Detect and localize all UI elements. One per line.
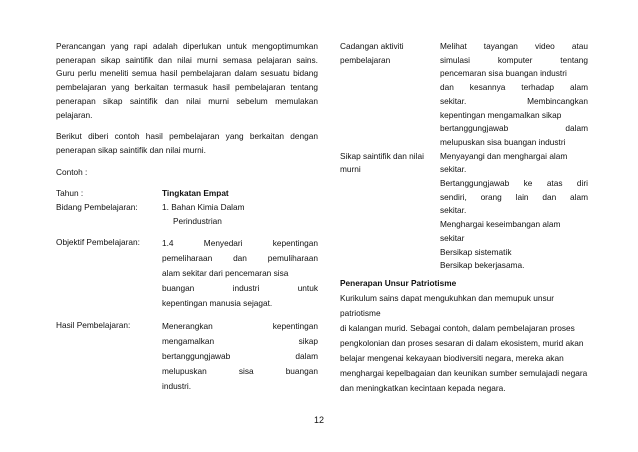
text-line: Kurikulum sains dapat mengukuhkan dan memupuk unsur patriotisme: [340, 292, 554, 318]
text-line: Menghargai keseimbangan alam: [440, 219, 561, 230]
text-line: melupuskan sisa buangan: [162, 366, 318, 377]
intro-paragraph: [56, 40, 318, 122]
text-line: Bertanggungjawab ke atas diri: [440, 178, 588, 189]
text-line: sendiri, orang lain dan alam: [440, 191, 588, 202]
text-line: sekitar. Membincangkan: [440, 95, 588, 106]
activity-label: [340, 40, 440, 150]
text-line: Perindustrian: [173, 215, 222, 226]
text-line: menghargai kepelbagaian dan keunikan sumber semulajadi negara: [340, 367, 588, 378]
text-line: sekitar: [440, 232, 465, 243]
outcome-row: [56, 319, 318, 394]
year-label: Tahun :: [56, 188, 84, 199]
objective-row: [56, 236, 318, 311]
text-line: Guru perlu meneliti semua hasil pembelajaran dalam sesuatu bidang: [56, 68, 318, 79]
example-label: Contoh :: [56, 166, 88, 177]
text-line: kepentingan mengamalkan sikap: [440, 109, 562, 120]
text-line: Melihat tayangan video atau: [440, 41, 588, 51]
text-line: di kalangan murid. Sebagai contoh, dalam pembelajaran proses: [340, 322, 575, 333]
attitude-row: [340, 150, 588, 273]
patriotism-heading: Penerapan Unsur Patriotisme: [340, 277, 457, 288]
objective-value: [162, 236, 318, 311]
text-line: buangan industri untuk: [162, 283, 318, 294]
text-line: pengkolonian dan proses sesaran di dalam ekosistem, murid akan: [340, 337, 584, 348]
text-line: bertanggungjawab dalam: [440, 123, 588, 134]
text-line: dan kesannya terhadap alam: [440, 82, 588, 93]
text-line: Bersikap bekerjasama.: [440, 260, 525, 271]
year-row: [56, 187, 318, 201]
patriotism-paragraph: [340, 291, 588, 396]
outcome-value: [162, 319, 318, 394]
text-line: Menyayangi dan menghargai alam: [440, 150, 568, 161]
text-line: 1.4 Menyedari kepentingan: [162, 238, 318, 249]
text-line: pembelajaran yang berkaitan termasuk hasil pembelajaran tentang: [56, 82, 318, 93]
text-line: kepentingan manusia sejagat.: [162, 298, 273, 309]
example-intro-paragraph: [56, 130, 318, 157]
attitude-value: [440, 150, 588, 273]
objective-label: Objektif Pembelajaran:: [56, 237, 140, 248]
field-label: Bidang Pembelajaran:: [56, 202, 138, 213]
text-line: sekitar.: [440, 164, 467, 175]
text-line: bertanggungjawab dalam: [162, 351, 318, 362]
text-line: penerapan sikap saintifik dan nilai murni semasa pelajaran sains.: [56, 54, 318, 65]
text-line: penerapan sikap saintifik dan nilai murni sebelum memulakan: [56, 95, 318, 106]
text-line: industri.: [162, 381, 192, 392]
left-column: [56, 40, 318, 394]
text-line: melupuskan sisa buangan industri: [440, 136, 566, 147]
text-line: belajar mengenai kekayaan biodiversiti negara, mereka akan: [340, 352, 564, 363]
text-line: alam sekitar dari pencemaran sisa: [162, 268, 289, 279]
text-line: penerapan sikap saintifik dan nilai murni.: [56, 144, 206, 155]
text-line: mengamalkan sikap: [162, 336, 318, 347]
field-row: [56, 201, 318, 228]
text-line: simulasi komputer tentang: [440, 54, 588, 65]
text-line: Menerangkan kepentingan: [162, 321, 318, 332]
text-line: pencemaran sisa buangan industri: [440, 68, 567, 79]
outcome-label: Hasil Pembelajaran:: [56, 320, 131, 331]
text-line: Perancangan yang rapi adalah diperlukan untuk mengoptimumkan: [56, 41, 318, 51]
text-line: Cadangan aktiviti: [340, 41, 404, 51]
page-number: 12: [313, 415, 324, 425]
text-line: pelajaran.: [56, 109, 93, 120]
right-column: [340, 40, 588, 396]
year-value: Tingkatan Empat: [162, 188, 229, 199]
text-line: Sikap saintifik dan nilai: [340, 150, 424, 161]
attitude-label: [340, 150, 440, 273]
text-line: pembelajaran: [340, 54, 391, 65]
text-line: sekitar.: [440, 205, 467, 216]
text-line: murni: [340, 164, 361, 175]
field-value: [162, 201, 318, 228]
text-line: dan meningkatkan kecintaan kepada negara.: [340, 382, 506, 393]
activity-row: [340, 40, 588, 150]
activity-value: [440, 40, 588, 150]
text-line: 1. Bahan Kimia Dalam: [162, 202, 245, 213]
text-line: Berikut diberi contoh hasil pembelajaran yang berkaitan dengan: [56, 131, 318, 142]
text-line: Bersikap sistematik: [440, 246, 512, 257]
text-line: pemeliharaan dan pemuliharaan: [162, 253, 318, 264]
